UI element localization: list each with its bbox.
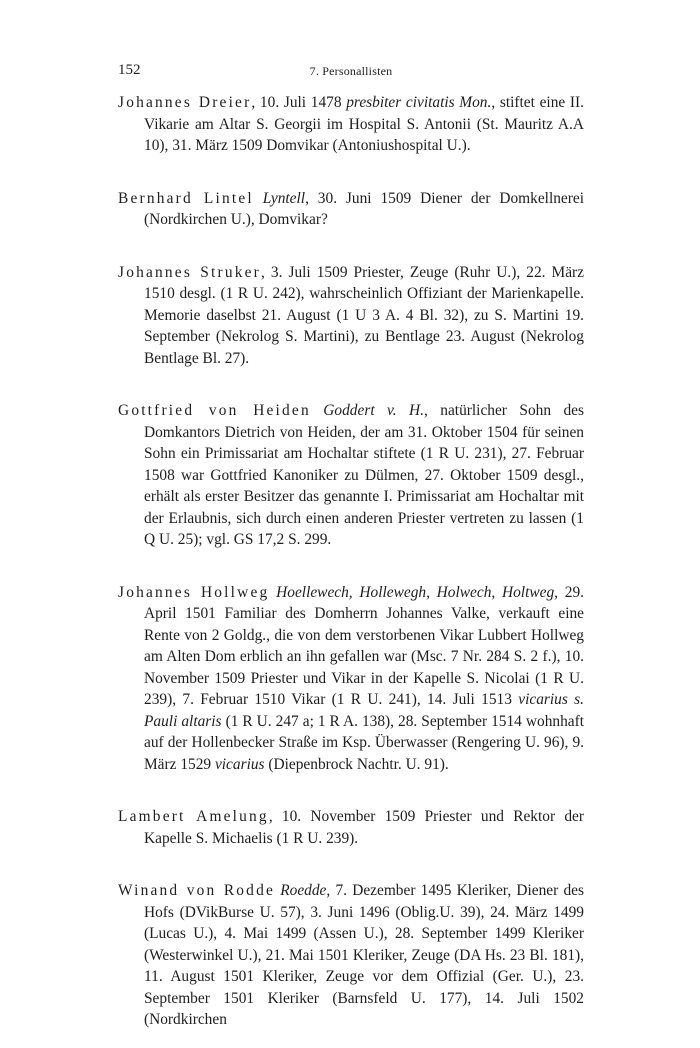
entry-text: , 29. April 1501 Familiar des Domherrn Johannes Valke, verkauft eine Rente von 2 Goldg., die von dem verstorbenen Vikar Lubbert Hollweg am Alten Dom erblich an ihn gefallen war (Msc. 7 Nr. 284 S. 2 f.), 10. November 1509 Priester und Vikar in der Kapelle S. Nicolai (1 R U. 239), 7. Februar 1510 Vikar (1 R U. 241), 14. Juli 1513 bbox=[144, 583, 584, 708]
page-header bbox=[118, 62, 584, 84]
page-number: 152 bbox=[118, 62, 141, 78]
running-head: 7. Personallisten bbox=[309, 64, 393, 78]
entry-text: , 10. November 1509 Priester und Rektor der Kapelle S. Michaelis (1 R U. 239). bbox=[144, 808, 584, 847]
entry-johannes-hollweg bbox=[118, 582, 584, 776]
entry-name: Johannes Hollweg bbox=[118, 583, 270, 601]
entry-winand-von-rodde bbox=[118, 880, 584, 1031]
entry-text: , stiftet eine II. Vikarie am Altar S. Georgii im Hospital S. Antonii (St. Mauritz A.A 10), 31. März 1509 Domvikar (Antoniushospital U.). bbox=[144, 94, 584, 154]
name-variant: Hoellewech, Hollewegh, Holwech, Holtweg bbox=[276, 583, 555, 601]
entry-name: Winand von Rodde bbox=[118, 882, 276, 899]
entry-johannes-dreier bbox=[118, 92, 584, 157]
name-variant: Lyntell bbox=[262, 189, 306, 207]
entry-text: , 7. Dezember 1495 Kleriker, Diener des Hofs (DVikBurse U. 57), 3. Juni 1496 (Oblig.U. 39), 24. März 1499 (Lucas U.), 4. Mai 1499 (Assen U.), 28. September 1499 Kleriker (Westerwinkel U.), 21. Mai 1501 Kleriker, Zeuge (DA Hs. 23 Bl. 181), 11. August 1501 Kleriker, Zeuge vor dem Offizial (Ger. U.), 23. September 1501 Kleriker (Barnsfeld U. 177), 14. Juli 1502 (Nordkirchen bbox=[144, 882, 584, 1028]
entry-text bbox=[254, 190, 263, 207]
entry-name: Lambert Amelung bbox=[118, 808, 269, 825]
entry-name: Johannes Dreier bbox=[118, 94, 252, 111]
entry-name: Gottfried von Heiden bbox=[118, 402, 311, 419]
entry-johannes-struker bbox=[118, 262, 584, 370]
latin-phrase: vicarius s. Pauli altaris bbox=[144, 691, 584, 730]
entry-name: Bernhard Lintel bbox=[118, 189, 254, 207]
entry-text: , 30. Juni 1509 Diener der Domkellnerei (Nordkirchen U.), Domvikar? bbox=[144, 189, 584, 228]
entry-gottfried-von-heiden bbox=[118, 400, 584, 551]
entry-name: Johannes Struker bbox=[118, 263, 261, 281]
name-variant: presbiter civitatis Mon. bbox=[346, 94, 492, 111]
entry-text: , 3. Juli 1509 Priester, Zeuge (Ruhr U.), 22. März 1510 desgl. (1 R U. 242), wahrscheinlich Offiziant der Marienkapelle. Memorie daselbst 21. August (1 U 3 A. 4 Bl. 32), zu S. Martini 19. September (Nekrolog S. Martini), zu Bentlage 23. August (Nekrolog Bentlage Bl. 27). bbox=[144, 263, 585, 367]
entry-text: , natürlicher Sohn des Domkantors Dietrich von Heiden, der am 31. Oktober 1504 für seinen Sohn ein Primissariat am Hochaltar stiftete (1 R U. 231), 27. Februar 1508 war Gottfried Kanoniker zu Dülmen, 27. Oktober 1509 desgl., erhält als erster Besitzer das genannte I. Primissariat am Hochaltar mit der Erlaubnis, sich durch einen anderen Priester vertreten zu lassen (1 Q U. 25); vgl. GS 17,2 S. 299. bbox=[144, 402, 584, 548]
entry-lambert-amelung bbox=[118, 806, 584, 849]
entry-text: , 10. Juli 1478 bbox=[251, 94, 347, 111]
name-variant: Goddert v. H. bbox=[323, 402, 424, 419]
latin-phrase: vicarius bbox=[214, 755, 265, 773]
entry-text: (Diepenbrock Nachtr. U. 91). bbox=[264, 755, 449, 773]
name-variant: Roedde bbox=[280, 882, 327, 899]
entry-bernhard-lintel bbox=[118, 188, 584, 231]
entry-list bbox=[118, 92, 584, 1031]
entry-text bbox=[311, 402, 323, 419]
entry-text: (1 R U. 247 a; 1 R A. 138), 28. September 1514 wohnhaft auf der Hollenbecker Straße im Ksp. Überwasser (Rengering U. 96), 9. März 1529 bbox=[144, 712, 585, 773]
